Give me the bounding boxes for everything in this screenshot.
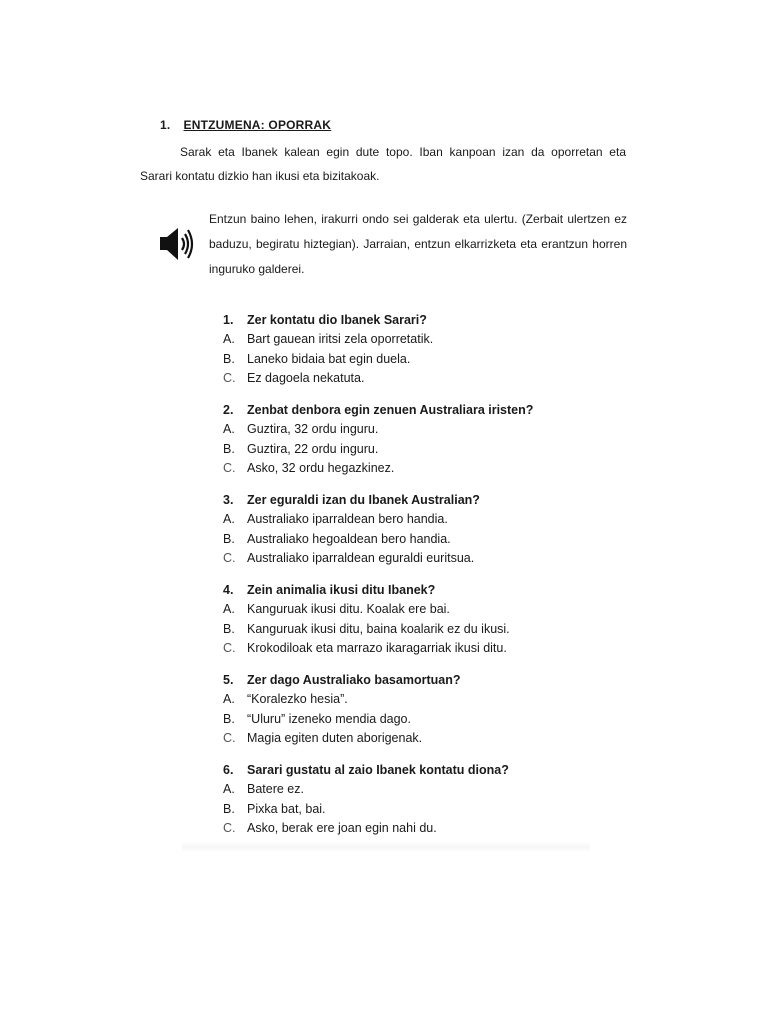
intro-line-2: Sarari kontatu dizkio han ikusi eta bizitakoak.	[140, 169, 380, 183]
question-4	[223, 580, 583, 659]
answer-option	[223, 350, 583, 370]
option-text: Batere ez.	[247, 782, 304, 796]
option-letter: C.	[223, 371, 236, 385]
answer-option	[223, 530, 583, 550]
option-text: Asko, 32 ordu hegazkinez.	[247, 461, 395, 475]
option-letter: C.	[223, 731, 236, 745]
answer-option	[223, 639, 583, 659]
option-text: Ez dagoela nekatuta.	[247, 371, 365, 385]
option-text: “Koralezko hesia”.	[247, 692, 348, 706]
question-title	[223, 490, 583, 510]
question-2	[223, 400, 583, 479]
answer-option	[223, 549, 583, 569]
option-text: Australiako iparraldean eguraldi euritsua.	[247, 551, 475, 565]
option-text: Pixka bat, bai.	[247, 801, 326, 816]
question-number: 3.	[223, 493, 234, 507]
option-text: Magia egiten duten aborigenak.	[247, 731, 423, 745]
answer-option	[223, 800, 583, 820]
option-letter: C.	[223, 821, 236, 835]
option-letter: A.	[223, 692, 235, 706]
option-text: Australiako hegoaldean bero handia.	[247, 531, 451, 546]
option-text: “Uluru” izeneko mendia dago.	[247, 711, 411, 726]
option-letter: C.	[223, 461, 236, 475]
question-5	[223, 670, 583, 749]
question-text: Zein animalia ikusi ditu Ibanek?	[247, 583, 436, 597]
answer-option	[223, 690, 583, 710]
option-text: Guztira, 22 ordu inguru.	[247, 441, 379, 456]
option-text: Laneko bidaia bat egin duela.	[247, 351, 411, 366]
option-text: Krokodiloak eta marrazo ikaragarriak ikusi ditu.	[247, 641, 507, 655]
option-letter: A.	[223, 332, 235, 346]
question-text: Zer dago Australiako basamortuan?	[247, 673, 461, 687]
question-number: 1.	[223, 313, 234, 327]
question-text: Zer kontatu dio Ibanek Sarari?	[247, 313, 427, 327]
option-letter: B.	[223, 531, 235, 546]
option-text: Kanguruak ikusi ditu. Koalak ere bai.	[247, 602, 450, 616]
option-letter: B.	[223, 801, 235, 816]
question-text: Sarari gustatu al zaio Ibanek kontatu diona?	[247, 763, 509, 777]
answer-option	[223, 729, 583, 749]
question-title	[223, 580, 583, 600]
option-letter: B.	[223, 441, 235, 456]
scan-shadow	[182, 842, 590, 852]
instructions-text: Entzun baino lehen, irakurri ondo sei galderak eta ulertu. (Zerbait ulertzen ez baduzu, begiratu hiztegian). Jarraian, entzun elkarrizketa eta erantzun horren inguruko galderei.	[209, 212, 627, 276]
option-letter: C.	[223, 641, 236, 655]
question-title	[223, 760, 583, 780]
option-letter: A.	[223, 422, 235, 436]
option-text: Asko, berak ere joan egin nahi du.	[247, 821, 437, 835]
option-letter: A.	[223, 602, 235, 616]
section-number: 1.	[160, 118, 171, 132]
option-text: Kanguruak ikusi ditu, baina koalarik ez du ikusi.	[247, 621, 510, 636]
option-letter: B.	[223, 711, 235, 726]
option-letter: A.	[223, 782, 235, 796]
option-letter: C.	[223, 551, 236, 565]
option-text: Bart gauean iritsi zela oporretatik.	[247, 332, 434, 346]
answer-option	[223, 440, 583, 460]
answer-option	[223, 600, 583, 620]
question-text: Zenbat denbora egin zenuen Australiara iristen?	[247, 403, 534, 417]
question-list	[223, 310, 583, 850]
speaker-icon	[158, 226, 196, 262]
intro-paragraph	[140, 140, 626, 188]
question-1	[223, 310, 583, 389]
answer-option	[223, 369, 583, 389]
intro-line-1: Sarak eta Ibanek kalean egin dute topo. Iban kanpoan izan da oporretan eta	[180, 145, 626, 159]
question-number: 5.	[223, 673, 234, 687]
question-6	[223, 760, 583, 839]
answer-option	[223, 819, 583, 839]
answer-option	[223, 780, 583, 800]
question-title	[223, 670, 583, 690]
answer-option	[223, 620, 583, 640]
section-heading	[160, 118, 331, 132]
option-letter: B.	[223, 621, 235, 636]
question-title	[223, 310, 583, 330]
answer-option	[223, 459, 583, 479]
option-letter: B.	[223, 351, 235, 366]
question-3	[223, 490, 583, 569]
answer-option	[223, 510, 583, 530]
instructions-paragraph	[209, 207, 627, 282]
section-title: ENTZUMENA: OPORRAK	[183, 118, 332, 132]
answer-option	[223, 330, 583, 350]
question-text: Zer eguraldi izan du Ibanek Australian?	[247, 493, 480, 507]
question-number: 2.	[223, 403, 234, 417]
question-title	[223, 400, 583, 420]
option-text: Guztira, 32 ordu inguru.	[247, 422, 379, 436]
question-number: 4.	[223, 583, 234, 597]
answer-option	[223, 420, 583, 440]
question-number: 6.	[223, 763, 234, 777]
option-text: Australiako iparraldean bero handia.	[247, 512, 448, 526]
answer-option	[223, 710, 583, 730]
option-letter: A.	[223, 512, 235, 526]
